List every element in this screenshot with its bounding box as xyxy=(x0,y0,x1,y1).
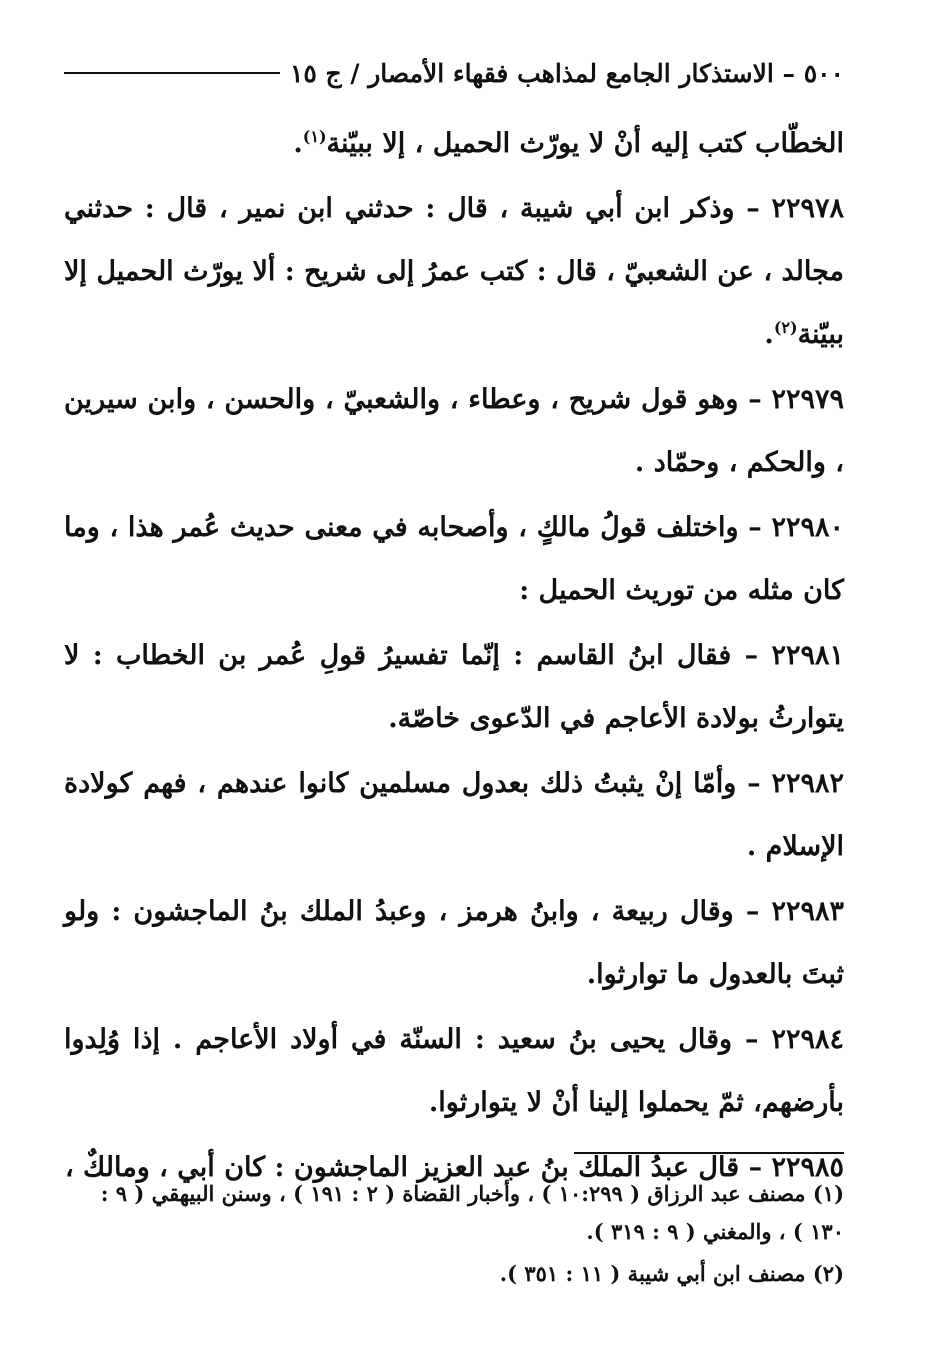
paragraph-dash: – xyxy=(745,896,760,927)
paragraph-22983 xyxy=(64,880,844,1006)
running-head-text: ٥٠٠ – الاستذكار الجامع لمذاهب فقهاء الأمصار / ج ١٥ xyxy=(289,59,844,88)
paragraph-number: ٢٢٩٨٤ xyxy=(771,1024,844,1055)
paragraph-22982 xyxy=(64,752,844,878)
paragraph-text: وقال ربيعة ، وابنُ هرمز ، وعبدُ الملك بنُ الماجشون : ولو ثبتَ بالعدول ما توارثوا. xyxy=(64,896,844,990)
footnotes xyxy=(64,1175,844,1297)
paragraph-dash: – xyxy=(746,193,760,224)
paragraph-end-mark: . xyxy=(293,128,303,159)
paragraph-text: وهو قول شريح ، وعطاء ، والشعبيّ ، والحسن ، وابن سيرين ، والحكم ، وحمّاد . xyxy=(64,384,844,478)
paragraph-22979 xyxy=(64,368,844,494)
paragraph-22978 xyxy=(64,177,844,366)
paragraph-number: ٢٢٩٧٩ xyxy=(771,384,844,415)
paragraph-number: ٢٢٩٨١ xyxy=(771,640,844,671)
paragraph-dash: – xyxy=(748,1152,763,1183)
footnote-separator xyxy=(574,1152,844,1154)
paragraph-22980 xyxy=(64,496,844,622)
running-head xyxy=(64,48,844,96)
paragraph-number: ٢٢٩٨٠ xyxy=(771,512,844,543)
paragraph-dash: – xyxy=(748,512,762,543)
footnote-2: (٢) مصنف ابن أبي شيبة ( ١١ : ٣٥١ ). xyxy=(499,1261,844,1286)
paragraph-dash: – xyxy=(745,1024,759,1055)
paragraph-text: قال عبدُ الملك بنُ عبد العزيز الماجشون : كان أبي ، ومالكٌ ، xyxy=(64,1152,740,1183)
paragraph-dash: – xyxy=(748,384,762,415)
paragraph-end-mark: . xyxy=(764,319,774,350)
paragraph-number: ٢٢٩٨٣ xyxy=(771,896,844,927)
paragraph-dash: – xyxy=(744,640,759,671)
paragraph-text: وذكر ابن أبي شيبة ، قال : حدثني ابن نمير ، قال : حدثني مجالد ، عن الشعبيّ ، قال : كتب عمرُ إلى شريح : ألا يورّث الحميل إلا ببيّنة xyxy=(64,193,844,350)
paragraph-number: ٢٢٩٨٢ xyxy=(771,768,845,799)
paragraph-continuation xyxy=(64,112,844,175)
paragraph-number: ٢٢٩٨٥ xyxy=(771,1152,844,1183)
paragraph-text: وأمّا إنْ يثبتُ ذلك بعدول مسلمين كانوا عندهم ، فهم كولادة الإسلام . xyxy=(64,768,844,862)
footnote-ref-1: (١) xyxy=(302,127,327,146)
running-head-rule xyxy=(64,72,280,74)
paragraph-text: وقال يحيى بنُ سعيد : السنّة في أولاد الأعاجم . إذا وُلِدوا بأرضهم، ثمّ يحملوا إلينا أنْ لا يتوارثوا. xyxy=(64,1024,844,1118)
paragraph-22984 xyxy=(64,1008,844,1134)
footnote-1: (١) مصنف عبد الرزاق ( ١٠:٢٩٩ ) ، وأخبار القضاة ( ٢ : ١٩١ ) ، وسنن البيهقي ( ٩ : ١٣٠ ) ، والمغني ( ٩ : ٣١٩ ). xyxy=(100,1181,844,1244)
paragraph-text: واختلف قولُ مالكٍ ، وأصحابه في معنى حديث عُمر هذا ، وما كان مثله من توريث الحميل : xyxy=(64,512,844,606)
paragraph-text: الخطّاب كتب إليه أنْ لا يورّث الحميل ، إلا ببيّنة xyxy=(326,128,844,159)
paragraph-text: فقال ابنُ القاسم : إنّما تفسيرُ قولِ عُمر بن الخطاب : لا يتوارثُ بولادة الأعاجم في الدّعوى خاصّة. xyxy=(64,640,844,734)
paragraph-22981 xyxy=(64,624,844,750)
footnote-ref-2: (٢) xyxy=(773,318,798,337)
main-text xyxy=(64,112,844,1201)
paragraph-dash: – xyxy=(747,768,761,799)
paragraph-number: ٢٢٩٧٨ xyxy=(771,193,844,224)
